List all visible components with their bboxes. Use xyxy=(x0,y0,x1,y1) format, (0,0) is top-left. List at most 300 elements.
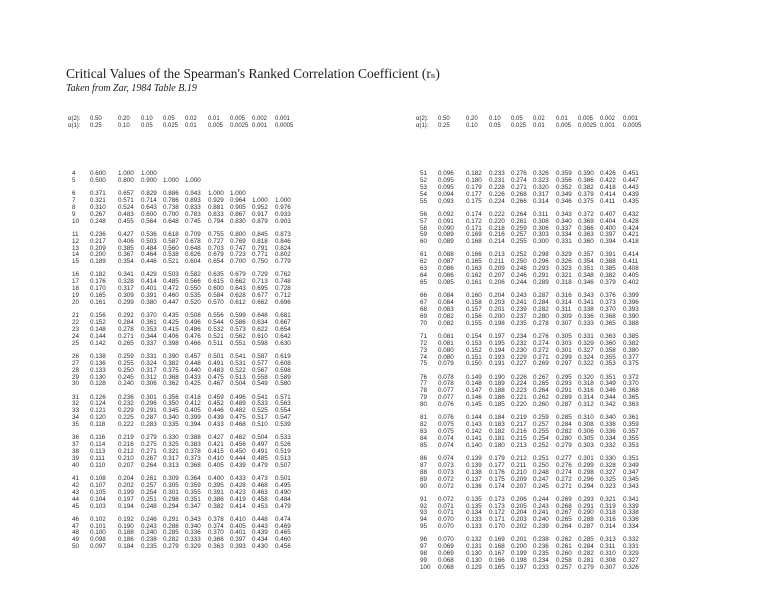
critical-value-cell: 0.485 xyxy=(163,278,179,286)
sample-size-n: 59 xyxy=(420,231,428,239)
critical-value-cell: 0.323 xyxy=(600,482,616,490)
critical-value-cell: 0.288 xyxy=(578,516,594,524)
critical-value-cell: 0.439 xyxy=(252,529,268,537)
sample-size-n: 58 xyxy=(420,224,428,232)
critical-value-cell: 0.345 xyxy=(163,407,179,415)
critical-value-cell: 0.482 xyxy=(230,407,246,415)
sample-size-n: 35 xyxy=(72,421,80,429)
critical-value-cell: 0.271 xyxy=(556,482,572,490)
critical-value-cell: 0.421 xyxy=(623,231,639,239)
critical-value-cell: 0.463 xyxy=(252,488,268,496)
alpha-column-header xyxy=(578,116,596,130)
critical-value-cell: 0.356 xyxy=(163,393,179,401)
critical-value-cell: 0.351 xyxy=(623,454,639,462)
critical-value-cell: 0.382 xyxy=(623,339,639,347)
critical-value-cell: 0.303 xyxy=(556,339,572,347)
critical-value-cell: 0.152 xyxy=(466,346,482,354)
critical-value-cell: 0.952 xyxy=(252,203,268,211)
alpha-column-header xyxy=(185,116,197,130)
critical-value-cell: 0.435 xyxy=(163,312,179,320)
critical-value-cell: 0.236 xyxy=(533,543,549,551)
critical-value-cell: 0.345 xyxy=(623,475,639,483)
critical-value-cell: 0.301 xyxy=(578,454,594,462)
critical-value-cell: 0.349 xyxy=(556,190,572,198)
critical-value-cell: 0.376 xyxy=(600,292,616,300)
critical-value-cell: 0.081 xyxy=(438,339,454,347)
critical-value-cell: 0.309 xyxy=(163,474,179,482)
critical-value-cell: 0.114 xyxy=(90,441,106,449)
document-subtitle: Taken from Zar, 1984 Table B.19 xyxy=(66,83,197,94)
critical-value-cell: 0.138 xyxy=(90,352,106,360)
sample-size-n: 97 xyxy=(420,543,428,551)
critical-value-cell: 0.211 xyxy=(489,258,505,266)
critical-value-cell: 0.316 xyxy=(556,292,572,300)
critical-value-cell: 0.340 xyxy=(556,217,572,225)
critical-value-cell: 0.276 xyxy=(556,461,572,469)
sample-size-n: 14 xyxy=(72,251,80,259)
critical-value-cell: 0.280 xyxy=(556,434,572,442)
critical-value-cell: 0.231 xyxy=(489,176,505,184)
critical-value-cell: 0.446 xyxy=(208,407,224,415)
sample-size-n: 30 xyxy=(72,380,80,388)
alpha-two-tailed: 0.05 xyxy=(511,116,523,122)
critical-value-cell: 0.390 xyxy=(623,312,639,320)
sample-size-n: 82 xyxy=(420,421,428,429)
critical-value-cell: 0.248 xyxy=(90,217,106,225)
critical-value-cell: 0.135 xyxy=(466,495,482,503)
critical-value-cell: 0.368 xyxy=(163,373,179,381)
critical-value-cell: 0.303 xyxy=(578,441,594,449)
critical-value-cell: 0.400 xyxy=(600,224,616,232)
critical-value-cell: 1.000 xyxy=(163,176,179,184)
critical-value-cell: 0.181 xyxy=(489,434,505,442)
critical-value-cell: 0.298 xyxy=(163,495,179,503)
critical-value-cell: 0.536 xyxy=(141,230,157,238)
critical-value-cell: 0.479 xyxy=(252,461,268,469)
critical-value-cell: 0.333 xyxy=(185,536,201,544)
critical-value-cell: 0.648 xyxy=(163,217,179,225)
critical-value-cell: 0.762 xyxy=(275,271,291,279)
critical-value-cell: 0.391 xyxy=(208,488,224,496)
critical-value-cell: 0.366 xyxy=(208,536,224,544)
sample-size-n: 9 xyxy=(72,210,76,218)
alpha-one-tailed: 0.10 xyxy=(118,123,130,129)
critical-value-cell: 0.608 xyxy=(275,359,291,367)
critical-value-cell: 0.462 xyxy=(230,434,246,442)
critical-value-cell: 0.587 xyxy=(163,237,179,245)
critical-value-cell: 0.308 xyxy=(533,217,549,225)
critical-value-cell: 0.314 xyxy=(556,299,572,306)
critical-value-cell: 0.318 xyxy=(578,380,594,388)
critical-value-cell: 0.428 xyxy=(623,217,639,225)
critical-value-cell: 0.274 xyxy=(533,339,549,347)
critical-value-cell: 0.448 xyxy=(252,515,268,523)
alpha-one-tailed: 0.25 xyxy=(438,123,450,129)
sample-size-n: 100 xyxy=(420,563,431,571)
critical-value-cell: 0.371 xyxy=(90,190,106,197)
critical-value-cell: 0.194 xyxy=(118,502,134,510)
critical-value-cell: 0.287 xyxy=(578,523,594,531)
sample-size-n: 60 xyxy=(420,238,428,246)
critical-value-cell: 0.397 xyxy=(230,536,246,544)
critical-value-cell: 0.265 xyxy=(556,516,572,524)
critical-value-cell: 0.513 xyxy=(275,454,291,462)
alpha-two-tailed: 0.001 xyxy=(275,116,291,122)
sample-size-n: 78 xyxy=(420,387,428,395)
critical-value-cell: 0.343 xyxy=(185,515,201,523)
critical-value-cell: 0.235 xyxy=(533,550,549,558)
critical-value-cell: 0.700 xyxy=(163,210,179,218)
critical-value-cell: 0.139 xyxy=(466,454,482,462)
critical-value-cell: 0.189 xyxy=(489,380,505,388)
critical-value-cell: 0.667 xyxy=(275,319,291,326)
alpha-column-header xyxy=(275,116,293,130)
critical-value-cell: 0.285 xyxy=(163,529,179,537)
critical-value-cell: 0.266 xyxy=(511,197,527,205)
critical-value-cell: 0.294 xyxy=(163,502,179,510)
critical-value-cell: 0.517 xyxy=(252,414,268,422)
critical-value-cell: 0.342 xyxy=(600,401,616,409)
critical-value-cell: 0.484 xyxy=(275,495,291,503)
critical-value-cell: 0.346 xyxy=(556,197,572,205)
critical-value-cell: 0.282 xyxy=(533,305,549,313)
critical-value-cell: 0.881 xyxy=(208,203,224,211)
critical-value-cell: 0.279 xyxy=(578,563,594,571)
critical-value-cell: 0.293 xyxy=(533,265,549,273)
sample-size-n: 67 xyxy=(420,299,428,306)
critical-value-cell: 0.355 xyxy=(600,353,616,361)
critical-value-cell: 0.291 xyxy=(578,502,594,510)
critical-value-cell: 0.145 xyxy=(466,401,482,409)
critical-value-cell: 0.489 xyxy=(230,400,246,408)
critical-value-cell: 0.147 xyxy=(466,387,482,395)
sample-size-n: 70 xyxy=(420,319,428,327)
critical-value-cell: 0.188 xyxy=(118,529,134,537)
alpha-header-label: α(2): α(1): xyxy=(68,116,81,129)
critical-value-cell: 0.408 xyxy=(623,265,639,273)
critical-value-cell: 0.209 xyxy=(90,244,106,252)
critical-value-cell: 0.101 xyxy=(90,522,106,530)
critical-value-cell: 0.248 xyxy=(533,468,549,476)
critical-value-cell: 0.628 xyxy=(230,292,246,300)
critical-value-cell: 0.343 xyxy=(578,292,594,300)
critical-value-cell: 0.571 xyxy=(118,196,134,204)
critical-value-cell: 0.407 xyxy=(600,210,616,218)
critical-value-cell: 0.289 xyxy=(533,279,549,286)
critical-value-cell: 0.075 xyxy=(438,428,454,435)
critical-value-cell: 0.533 xyxy=(252,400,268,408)
critical-value-cell: 0.173 xyxy=(489,502,505,510)
critical-value-cell: 0.139 xyxy=(466,461,482,469)
critical-value-cell: 0.174 xyxy=(466,210,482,218)
critical-value-cell: 1.000 xyxy=(275,196,291,204)
critical-value-cell: 0.375 xyxy=(578,197,594,205)
critical-value-cell: 0.696 xyxy=(275,299,291,306)
critical-value-cell: 0.368 xyxy=(185,461,201,469)
critical-value-cell: 0.610 xyxy=(252,332,268,340)
critical-value-cell: 0.427 xyxy=(208,434,224,442)
alpha-two-tailed: 0.02 xyxy=(533,116,545,122)
critical-value-cell: 0.314 xyxy=(578,394,594,402)
critical-value-cell: 0.833 xyxy=(185,203,201,211)
critical-value-cell: 0.296 xyxy=(578,475,594,483)
critical-value-cell: 0.723 xyxy=(230,251,246,259)
critical-value-cell: 0.336 xyxy=(185,529,201,537)
critical-value-cell: 0.522 xyxy=(230,366,246,374)
critical-value-cell: 0.182 xyxy=(489,428,505,435)
critical-value-cell: 0.257 xyxy=(533,421,549,429)
critical-value-cell: 0.146 xyxy=(466,394,482,402)
critical-value-cell: 1.000 xyxy=(141,170,157,177)
critical-value-cell: 0.293 xyxy=(556,380,572,388)
critical-value-cell: 0.599 xyxy=(230,312,246,320)
critical-value-cell: 0.327 xyxy=(578,346,594,354)
alpha-two-tailed: 0.50 xyxy=(438,116,450,122)
sample-size-n: 25 xyxy=(72,339,80,347)
critical-value-cell: 0.189 xyxy=(90,258,106,266)
critical-value-cell: 0.150 xyxy=(466,360,482,368)
critical-value-cell: 0.255 xyxy=(533,428,549,435)
sample-size-n: 73 xyxy=(420,346,428,354)
critical-value-cell: 0.411 xyxy=(623,258,639,266)
critical-value-cell: 0.086 xyxy=(438,265,454,273)
sample-size-n: 42 xyxy=(72,481,80,489)
critical-value-cell: 0.563 xyxy=(275,400,291,408)
critical-value-cell: 1.000 xyxy=(118,170,134,177)
critical-value-cell: 0.393 xyxy=(230,543,246,551)
critical-value-cell: 0.422 xyxy=(600,176,616,184)
critical-value-cell: 0.577 xyxy=(252,359,268,367)
critical-value-cell: 0.867 xyxy=(230,210,246,218)
critical-value-cell: 0.252 xyxy=(533,441,549,449)
critical-value-cell: 0.148 xyxy=(90,325,106,333)
critical-value-cell: 0.496 xyxy=(230,393,246,401)
critical-value-cell: 0.197 xyxy=(511,563,527,571)
critical-value-cell: 0.678 xyxy=(185,237,201,245)
critical-value-cell: 0.321 xyxy=(90,196,106,204)
critical-value-cell: 0.120 xyxy=(90,414,106,422)
sample-size-n: 91 xyxy=(420,495,428,503)
critical-value-cell: 0.319 xyxy=(600,502,616,510)
critical-value-cell: 0.443 xyxy=(252,522,268,530)
critical-value-cell: 0.943 xyxy=(185,190,201,197)
sample-size-n: 10 xyxy=(72,217,80,225)
critical-value-cell: 0.165 xyxy=(90,292,106,300)
critical-value-cell: 0.346 xyxy=(578,279,594,286)
critical-value-cell: 0.268 xyxy=(511,190,527,198)
alpha-column-header xyxy=(208,116,223,130)
critical-value-cell: 0.291 xyxy=(141,407,157,415)
critical-value-cell: 0.379 xyxy=(600,279,616,286)
sample-size-n: 7 xyxy=(72,196,76,204)
critical-value-cell: 0.177 xyxy=(489,461,505,469)
critical-value-cell: 0.094 xyxy=(438,190,454,198)
critical-value-cell: 0.424 xyxy=(623,224,639,232)
critical-value-cell: 0.305 xyxy=(578,434,594,442)
critical-value-cell: 0.458 xyxy=(252,495,268,503)
critical-value-cell: 0.382 xyxy=(208,502,224,510)
critical-value-cell: 0.190 xyxy=(489,373,505,381)
critical-value-cell: 0.526 xyxy=(275,441,291,449)
critical-value-cell: 0.202 xyxy=(511,523,527,531)
sample-size-n: 15 xyxy=(72,258,80,266)
critical-value-cell: 0.131 xyxy=(466,543,482,551)
critical-value-cell: 0.554 xyxy=(275,407,291,415)
critical-value-cell: 0.311 xyxy=(533,210,549,218)
critical-value-cell: 0.091 xyxy=(438,217,454,225)
critical-value-cell: 0.110 xyxy=(90,461,106,469)
critical-value-cell: 0.190 xyxy=(118,522,134,530)
critical-value-cell: 0.598 xyxy=(252,339,268,347)
critical-value-cell: 0.395 xyxy=(208,481,224,489)
critical-value-cell: 0.307 xyxy=(556,319,572,327)
critical-value-cell: 0.323 xyxy=(556,265,572,273)
critical-value-cell: 0.329 xyxy=(556,251,572,259)
critical-value-cell: 0.824 xyxy=(275,244,291,252)
critical-value-cell: 0.070 xyxy=(438,523,454,531)
critical-value-cell: 0.197 xyxy=(118,495,134,503)
critical-value-cell: 0.362 xyxy=(163,380,179,388)
critical-value-cell: 0.365 xyxy=(600,319,616,327)
sample-size-n: 89 xyxy=(420,475,428,483)
critical-value-cell: 0.076 xyxy=(438,401,454,409)
critical-value-cell: 0.635 xyxy=(208,271,224,279)
critical-value-cell: 0.301 xyxy=(141,393,157,401)
critical-value-cell: 0.339 xyxy=(623,502,639,510)
critical-value-cell: 0.285 xyxy=(556,414,572,422)
critical-value-cell: 0.648 xyxy=(252,312,268,320)
critical-value-cell: 0.129 xyxy=(466,563,482,571)
critical-value-cell: 0.382 xyxy=(163,359,179,367)
alpha-two-tailed: 0.005 xyxy=(578,116,594,122)
critical-value-cell: 0.207 xyxy=(489,272,505,280)
critical-value-cell: 0.379 xyxy=(578,190,594,198)
critical-value-cell: 0.205 xyxy=(511,502,527,510)
critical-value-cell: 0.457 xyxy=(185,352,201,360)
critical-value-cell: 0.279 xyxy=(163,543,179,551)
critical-value-cell: 0.917 xyxy=(252,210,268,218)
critical-value-cell: 0.329 xyxy=(623,550,639,558)
critical-value-cell: 0.293 xyxy=(578,495,594,503)
alpha-two-tailed: 0.10 xyxy=(489,116,501,122)
critical-value-cell: 0.179 xyxy=(466,183,482,191)
alpha-one-tailed: 0.001 xyxy=(252,123,268,129)
critical-value-cell: 0.556 xyxy=(208,312,224,320)
critical-value-cell: 0.634 xyxy=(252,319,268,326)
critical-value-cell: 0.373 xyxy=(600,299,616,306)
critical-value-cell: 0.183 xyxy=(489,421,505,429)
critical-value-cell: 0.232 xyxy=(118,400,134,408)
critical-value-cell: 0.349 xyxy=(600,380,616,388)
critical-value-cell: 0.204 xyxy=(489,292,505,300)
critical-value-cell: 0.310 xyxy=(578,414,594,422)
critical-value-cell: 0.161 xyxy=(90,299,106,306)
critical-value-cell: 0.833 xyxy=(208,210,224,218)
critical-value-cell: 0.288 xyxy=(163,522,179,530)
critical-value-cell: 0.727 xyxy=(208,237,224,245)
critical-value-cell: 0.375 xyxy=(163,366,179,374)
critical-value-cell: 0.326 xyxy=(556,258,572,266)
critical-value-cell: 0.320 xyxy=(578,373,594,381)
critical-value-cell: 0.278 xyxy=(533,319,549,327)
critical-value-cell: 0.073 xyxy=(438,461,454,469)
critical-value-cell: 0.662 xyxy=(252,299,268,306)
critical-value-cell: 0.500 xyxy=(90,176,106,184)
critical-value-cell: 0.535 xyxy=(185,292,201,300)
critical-value-cell: 0.082 xyxy=(438,312,454,320)
critical-value-cell: 0.452 xyxy=(208,400,224,408)
critical-value-cell: 0.399 xyxy=(623,292,639,300)
sample-size-n: 90 xyxy=(420,482,428,490)
critical-value-cell: 0.440 xyxy=(185,366,201,374)
critical-value-cell: 0.329 xyxy=(578,339,594,347)
critical-value-cell: 0.276 xyxy=(511,170,527,177)
sample-size-n: 92 xyxy=(420,502,428,510)
critical-value-cell: 0.206 xyxy=(511,495,527,503)
critical-value-cell: 0.460 xyxy=(275,536,291,544)
critical-value-cell: 0.748 xyxy=(275,278,291,286)
critical-value-cell: 0.388 xyxy=(600,258,616,266)
critical-value-cell: 0.077 xyxy=(438,394,454,402)
critical-value-cell: 0.475 xyxy=(208,373,224,381)
critical-value-cell: 0.250 xyxy=(533,461,549,469)
critical-value-cell: 0.589 xyxy=(275,373,291,381)
critical-value-cell: 0.170 xyxy=(90,285,106,293)
critical-value-cell: 0.245 xyxy=(118,373,134,381)
critical-value-cell: 0.325 xyxy=(163,441,179,449)
critical-value-cell: 0.466 xyxy=(185,339,201,347)
critical-value-cell: 0.312 xyxy=(141,373,157,381)
critical-value-cell: 0.393 xyxy=(623,305,639,313)
alpha-column-header xyxy=(533,116,545,130)
sample-size-n: 28 xyxy=(72,366,80,374)
critical-value-cell: 0.363 xyxy=(578,231,594,239)
alpha-column-header xyxy=(466,116,478,130)
critical-value-cell: 0.353 xyxy=(141,325,157,333)
critical-value-cell: 0.497 xyxy=(252,441,268,449)
alpha-one-tailed: 0.05 xyxy=(489,123,501,129)
critical-value-cell: 0.264 xyxy=(533,387,549,395)
critical-value-cell: 0.250 xyxy=(118,366,134,374)
critical-value-cell: 0.444 xyxy=(230,454,246,462)
critical-value-cell: 0.359 xyxy=(623,421,639,429)
critical-value-cell: 0.322 xyxy=(578,360,594,368)
critical-value-cell: 0.199 xyxy=(118,488,134,496)
critical-value-cell: 0.355 xyxy=(185,488,201,496)
critical-value-cell: 0.166 xyxy=(489,557,505,564)
alpha-column-header xyxy=(118,116,130,130)
critical-value-cell: 0.222 xyxy=(118,421,134,429)
critical-value-cell: 0.172 xyxy=(489,509,505,517)
critical-value-cell: 0.088 xyxy=(438,251,454,259)
critical-value-cell: 0.383 xyxy=(185,441,201,449)
critical-value-cell: 0.332 xyxy=(623,536,639,544)
critical-value-cell: 0.933 xyxy=(275,210,291,218)
critical-value-cell: 0.267 xyxy=(141,454,157,462)
critical-value-cell: 0.450 xyxy=(230,448,246,455)
sample-size-n: 45 xyxy=(72,502,80,510)
critical-value-cell: 0.277 xyxy=(556,454,572,462)
critical-value-cell: 0.571 xyxy=(275,393,291,401)
critical-value-cell: 0.331 xyxy=(623,543,639,551)
critical-value-cell: 0.090 xyxy=(438,224,454,232)
critical-value-cell: 0.321 xyxy=(600,495,616,503)
critical-value-cell: 0.410 xyxy=(208,454,224,462)
critical-value-cell: 0.306 xyxy=(533,224,549,232)
critical-value-cell: 0.215 xyxy=(511,434,527,442)
sample-size-n: 46 xyxy=(72,515,80,523)
alpha-column-header xyxy=(438,116,450,130)
